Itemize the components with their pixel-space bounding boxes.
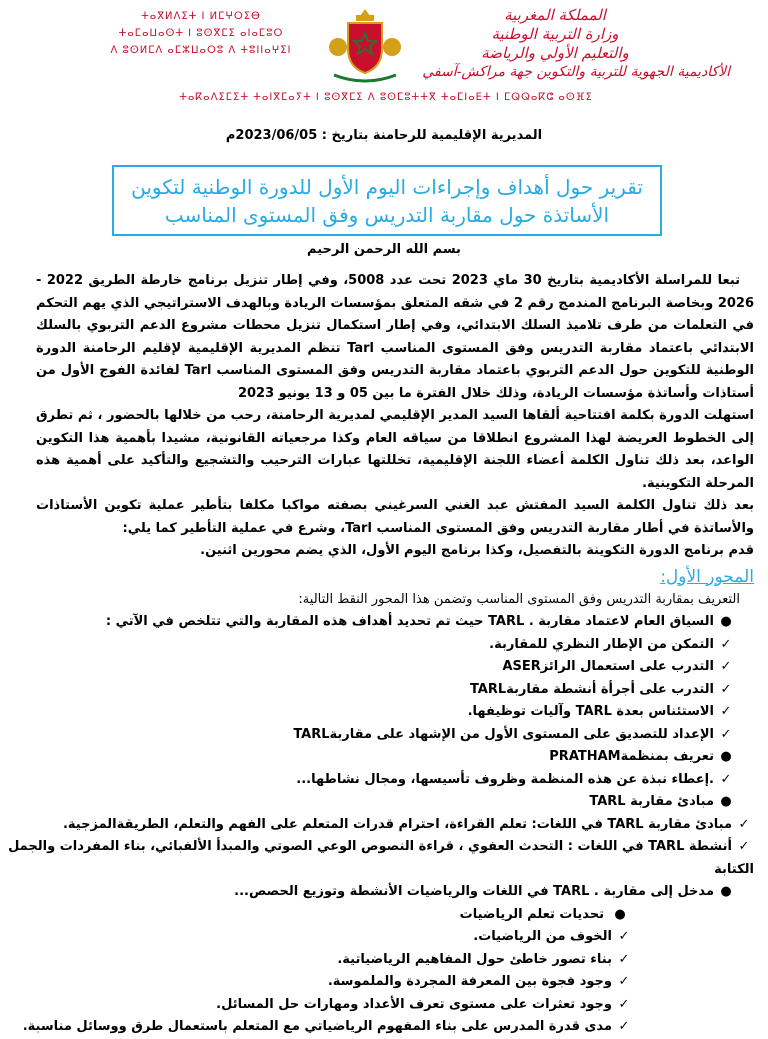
bullet-icon: ● — [614, 906, 626, 922]
check-icon: ✓ — [720, 704, 732, 719]
list-item: ✓ بناء تصور خاطئ حول المفاهيم الرياضياتية. — [36, 949, 634, 972]
letterhead-tifinagh — [86, 8, 316, 59]
list-item: ✓ وجود تعثرات على مستوى تعرف الأعداد ومهارات حل المسائل. — [36, 994, 634, 1017]
list-item: ✓ الاستئناس بعدة TARL وآليات توظيفها. — [36, 701, 754, 724]
bullet-icon: ● — [720, 884, 732, 899]
check-icon: ✓ — [720, 636, 732, 652]
report-title-box — [112, 165, 662, 236]
list-item: ● مدخل إلى مقاربة . TARL في اللغات والرياضيات الأنشطة وتوزيع الحصص... — [36, 881, 754, 904]
list-item: ✓ .إعطاء نبذة عن هذه المنظمة وظروف تأسيسها، ومجال نشاطها... — [36, 769, 754, 792]
tifinagh-line: ⵜⴰⴳⵍⴷⵉⵜ ⵏ ⵍⵎⵖⵔⵉⴱ — [141, 11, 261, 22]
inspector-paragraph: بعد ذلك تناول الكلمة السيد المفتش عبد الغني السرغيني بصفته مواكبا مكلفا بتأطير عملية تكوين الأستاذات والأساتذة في أطار مقاربة التدريس وفق المستوى المناسب Tarl، وشرع في عملية التأطير كما يلي: — [36, 498, 754, 536]
basmala: بسم الله الرحمن الرحيم — [307, 242, 461, 257]
list-item: ✓ مدى قدرة المدرس على بناء المفهوم الرياضياتي مع المتعلم باستعمال طرق ووسائل مناسبة. — [36, 1016, 634, 1039]
axis-intro: التعريف بمقاربة التدريس وفق المستوى المناسب وتضمن هذا المحور النقط التالية: — [298, 591, 740, 607]
math-challenges — [22, 904, 754, 1039]
letterhead-arabic — [420, 6, 730, 82]
list-item: ✓ مبادئ مقاربة TARL في اللغات: تعلم القراءة، احترام قدرات المتعلم على الفهم والتعلم، الطريقةالمزجية. — [36, 814, 754, 837]
list-item: ● تعريف بمنظمةPRATHAM — [36, 746, 754, 769]
check-icon: ✓ — [618, 996, 630, 1012]
list-item: ✓ التدرب على استعمال الرائزASER — [36, 656, 754, 679]
ministry-name: وزارة التربية الوطنية — [491, 25, 619, 43]
list-item: ● السياق العام لاعتماد مقاربة . TARL حيث تم تحديد أهداف هذه المقاربة والتي تتلخص في الآتي : — [36, 611, 754, 634]
check-icon: ✓ — [738, 839, 750, 854]
check-icon: ✓ — [618, 1019, 630, 1034]
tifinagh-academy: ⵜⴰⴽⴰⴷⵉⵎⵉⵜ ⵜⴰⵏⴳⵎⴰⵢⵜ ⵏ ⵓⵙⴳⵎⵉ ⴷ ⵓⵙⵎⵓⵜⵜⴳ ⵜⴰⵎⵏⴰⴹⵜ ⵏ ⵎⵕⵕⴰⴽⵛ ⴰⵙⴼⵉ — [179, 92, 593, 103]
bullet-icon: ● — [720, 614, 732, 629]
ministry-name-2: والتعليم الأولي والرياضة — [481, 44, 629, 62]
opening-paragraph: استهلت الدورة بكلمة افتتاحية ألقاها السيد المدير الإقليمي لمديرية الرحامنة، رحب من خلالها بالحضور ، ثم تطرق إلى الخطوط العريضة لهذا المشروع انطلاقا من سياقه العام وكذا مرجعياته القانونية، مشيدا بأهمية هذا التكوين الواعد، بعد ذلك تناول الكلمة أعضاء اللجنة الإقليمية، تخللتها عبارات الترحيب والتشجيع والتأكيد على أهمية هذه المرحلة التكوينية. — [36, 408, 754, 491]
report-body — [8, 270, 754, 1039]
axis-title: المحور الأول: — [660, 566, 754, 587]
check-icon: ✓ — [720, 681, 732, 697]
check-icon: ✓ — [618, 951, 630, 967]
list-item: ✓ التمكن من الإطار النظري للمقاربة. — [36, 634, 754, 657]
program-paragraph: قدم برنامج الدورة التكوينة بالتفصيل، وكذا برنامج اليوم الأول، الذي يضم محورين اثنين. — [200, 543, 754, 558]
list-item: ● تحديات تعلم الرياضيات — [36, 904, 634, 927]
check-icon: ✓ — [618, 974, 630, 989]
bullet-icon: ● — [720, 749, 732, 764]
list-item: ✓ الإعداد للتصديق على المستوى الأول من الإشهاد على مقاربةTARL — [36, 724, 754, 747]
report-title-line: الأساتذة حول مقاربة التدريس وفق المستوى المناسب — [164, 203, 610, 227]
check-icon: ✓ — [720, 771, 732, 787]
check-icon: ✓ — [738, 816, 750, 832]
list-item: ● مبادئ مقاربة TARL — [36, 791, 754, 814]
bullet-icon: ● — [720, 794, 732, 809]
list-item: ✓ أنشطة TARL في اللغات : التحدث العفوي ، قراءة النصوص الوعي الصوتي والمبدأ الألفبائي، بناء المفردات والجمل — [36, 836, 754, 859]
kingdom-name: المملكة المغربية — [504, 6, 606, 24]
tifinagh-line: ⵜⴰⵎⴰⵡⴰⵙⵜ ⵏ ⵓⵙⴳⵎⵉ ⴰⵏⴰⵎⵓⵔ — [118, 28, 284, 39]
list-item: ✓ الخوف من الرياضيات. — [36, 926, 634, 949]
list-item: ✓ وجود فجوة بين المعرفة المجردة والملموسة. — [36, 971, 634, 994]
tifinagh-line: ⴷ ⵓⵙⵍⵎⴷ ⴰⵎⵣⵡⴰⵔⵓ ⴷ ⵜⵓⵏⵏⴰⵖⵉⵏ — [110, 45, 292, 56]
axis-items — [8, 611, 754, 904]
academy-name: الأكاديمية الجهوية للتربية والتكوين جهة مراكش-آسفي — [422, 64, 730, 80]
report-title-line: تقرير حول أهداف وإجراءات اليوم الأول للدورة الوطنية لتكوين — [131, 175, 643, 199]
check-icon: ✓ — [720, 659, 732, 674]
check-icon: ✓ — [618, 929, 630, 944]
list-item: ✓ التدرب على أجرأة أنشطة مقاربةTARL — [36, 679, 754, 702]
list-item-continuation: الكتابة — [714, 861, 754, 877]
date-line: المديرية الإقليمية للرحامنة بتاريخ : 2023/06/05م — [225, 128, 543, 143]
intro-paragraph: تبعا للمراسلة الأكاديمية بتاريخ 30 ماي 2023 تحت عدد 5008، وفي إطار تنزيل برنامج خارطة الطريق 2022 - 2026 وبخاصة البرنامج المندمج رقم 2 في شقه المتعلق بمؤسسات الريادة وبالهدف الاستراتيجي الذي يهم التحكم في التعلمات من طرف تلاميذ السلك الابتدائي، وفي إطار استكمال تنزيل محطات مشروع الدعم التربوي بالسلك الابتدائي باعتماد مقاربة التدريس وفق المستوى المناسب Tarl تنظم المديرية الإقليمية لإقليم الرحامنة الدورة الوطنية للتكوين حول الدعم التربوي باعتماد مقاربة التدريس وفق المستوى المناسب Tarl لفائدة الفوج الأول من أستاذات وأساتذة مؤسسات الريادة، وذلك خلال الفترة ما بين 05 و 13 يونيو 2023 — [36, 273, 754, 401]
check-icon: ✓ — [720, 726, 732, 742]
royal-emblem-icon — [326, 5, 404, 87]
letterhead — [0, 0, 768, 110]
